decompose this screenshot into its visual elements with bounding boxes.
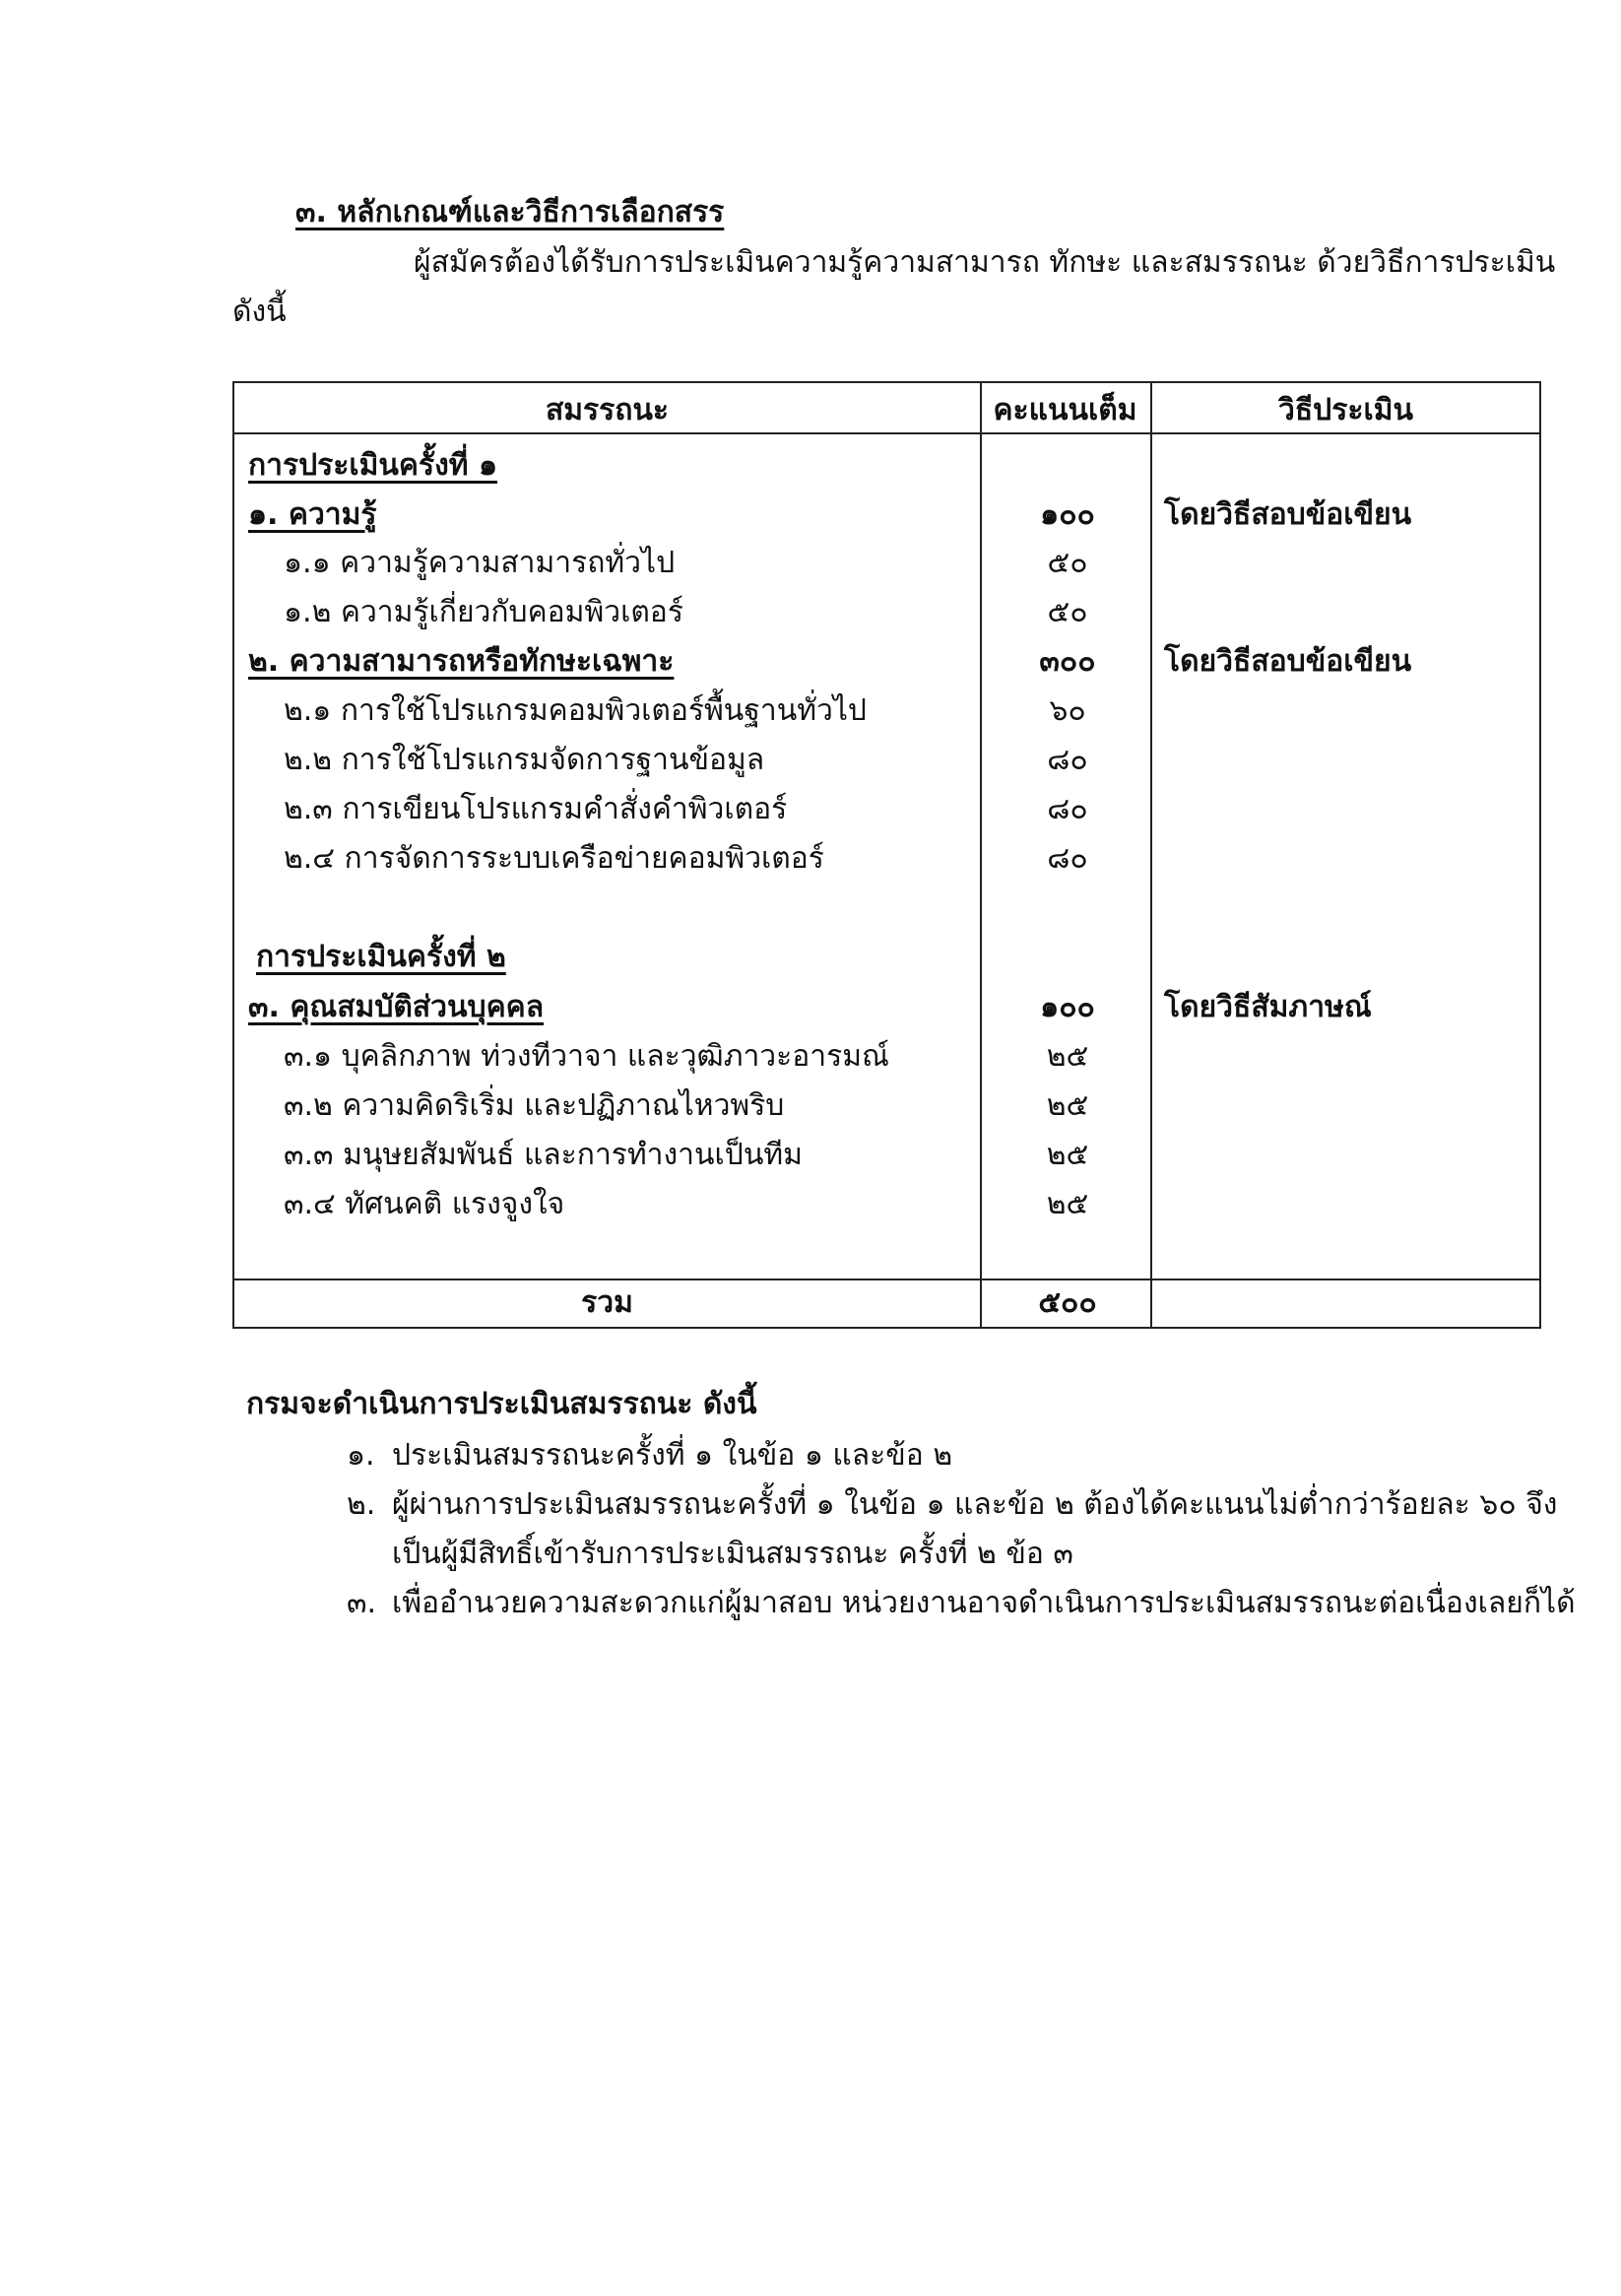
- item-1-2-name: ๑.๒ ความรู้เกี่ยวกับคอมพิวเตอร์: [284, 595, 683, 629]
- item-2-4-name: ๒.๔ การจัดการระบบเครือข่ายคอมพิวเตอร์: [284, 841, 824, 876]
- competency-table: [232, 381, 1541, 1329]
- group-1-score: ๑๐๐: [1040, 497, 1095, 532]
- process-item-3-num: ๓.: [347, 1586, 377, 1620]
- item-1-1-score: ๕๐: [1047, 546, 1088, 580]
- group-1-method: โดยวิธีสอบข้อเขียน: [1164, 497, 1412, 532]
- total-label: รวม: [581, 1285, 633, 1320]
- item-3-4-name: ๓.๔ ทัศนคติ แรงจูงใจ: [284, 1187, 565, 1221]
- header-score: คะแนนเต็ม: [993, 393, 1137, 427]
- group-3-name: ๓. คุณสมบัติส่วนบุคคล: [248, 990, 545, 1024]
- group-2-method: โดยวิธีสอบข้อเขียน: [1164, 644, 1412, 679]
- item-2-3-score: ๘๐: [1047, 792, 1088, 826]
- item-3-4-score: ๒๕: [1046, 1187, 1089, 1221]
- process-item-2-num: ๒.: [347, 1487, 376, 1522]
- item-2-1-score: ๖๐: [1049, 693, 1086, 728]
- item-3-1-score: ๒๕: [1046, 1039, 1089, 1074]
- item-2-3-name: ๒.๓ การเขียนโปรแกรมคำสั่งคำพิวเตอร์: [284, 792, 788, 826]
- table-divider-1: [980, 383, 982, 1327]
- item-2-1-name: ๒.๑ การใช้โปรแกรมคอมพิวเตอร์พื้นฐานทั่วไป: [284, 693, 867, 728]
- group-1-name: ๑. ความรู้: [248, 497, 377, 532]
- total-score: ๕๐๐: [1038, 1285, 1097, 1320]
- item-2-4-score: ๘๐: [1047, 841, 1088, 876]
- round-2-title: การประเมินครั้งที่ ๒: [256, 940, 506, 974]
- intro-line-2: ดังนี้: [232, 295, 287, 329]
- total-rule: [234, 1279, 1539, 1280]
- group-2-score: ๓๐๐: [1039, 644, 1096, 679]
- group-3-score: ๑๐๐: [1040, 990, 1095, 1024]
- header-competency: สมรรถนะ: [545, 393, 670, 427]
- item-2-2-name: ๒.๒ การใช้โปรแกรมจัดการฐานข้อมูล: [284, 743, 765, 777]
- item-2-2-score: ๘๐: [1047, 743, 1088, 777]
- process-heading: กรมจะดำเนินการประเมินสมรรถนะ ดังนี้: [246, 1387, 757, 1421]
- group-3-method: โดยวิธีสัมภาษณ์: [1164, 990, 1372, 1024]
- header-rule: [234, 432, 1539, 434]
- process-item-1-num: ๑.: [347, 1438, 375, 1473]
- group-2-name: ๒. ความสามารถหรือทักษะเฉพาะ: [248, 644, 675, 679]
- process-item-2-text-line-1: ผู้ผ่านการประเมินสมรรถนะครั้งที่ ๑ ในข้อ ๑ และข้อ ๒ ต้องได้คะแนนไม่ต่ำกว่าร้อยละ ๖๐ จึง: [392, 1487, 1558, 1522]
- intro-line-1: ผู้สมัครต้องได้รับการประเมินความรู้ความสามารถ ทักษะ และสมรรถนะ ด้วยวิธีการประเมิน: [414, 245, 1556, 280]
- process-item-3-text: เพื่ออำนวยความสะดวกแก่ผู้มาสอบ หน่วยงานอาจดำเนินการประเมินสมรรถนะต่อเนื่องเลยก็ได้: [392, 1586, 1576, 1620]
- item-1-2-score: ๕๐: [1047, 595, 1088, 629]
- item-3-3-score: ๒๕: [1046, 1138, 1089, 1172]
- item-3-2-score: ๒๕: [1046, 1088, 1089, 1123]
- item-1-1-name: ๑.๑ ความรู้ความสามารถทั่วไป: [284, 546, 676, 580]
- item-3-2-name: ๓.๒ ความคิดริเริ่ม และปฏิภาณไหวพริบ: [284, 1088, 785, 1123]
- item-3-3-name: ๓.๓ มนุษยสัมพันธ์ และการทำงานเป็นทีม: [284, 1138, 803, 1172]
- process-item-1-text: ประเมินสมรรถนะครั้งที่ ๑ ในข้อ ๑ และข้อ ๒: [392, 1438, 953, 1473]
- round-1-title: การประเมินครั้งที่ ๑: [248, 448, 498, 483]
- header-method: วิธีประเมิน: [1278, 393, 1413, 427]
- section-heading: ๓. หลักเกณฑ์และวิธีการเลือกสรร: [295, 195, 725, 230]
- process-item-2-text-line-2: เป็นผู้มีสิทธิ์เข้ารับการประเมินสมรรถนะ ครั้งที่ ๒ ข้อ ๓: [392, 1537, 1073, 1571]
- item-3-1-name: ๓.๑ บุคลิกภาพ ท่วงทีวาจา และวุฒิภาวะอารมณ์: [284, 1039, 889, 1074]
